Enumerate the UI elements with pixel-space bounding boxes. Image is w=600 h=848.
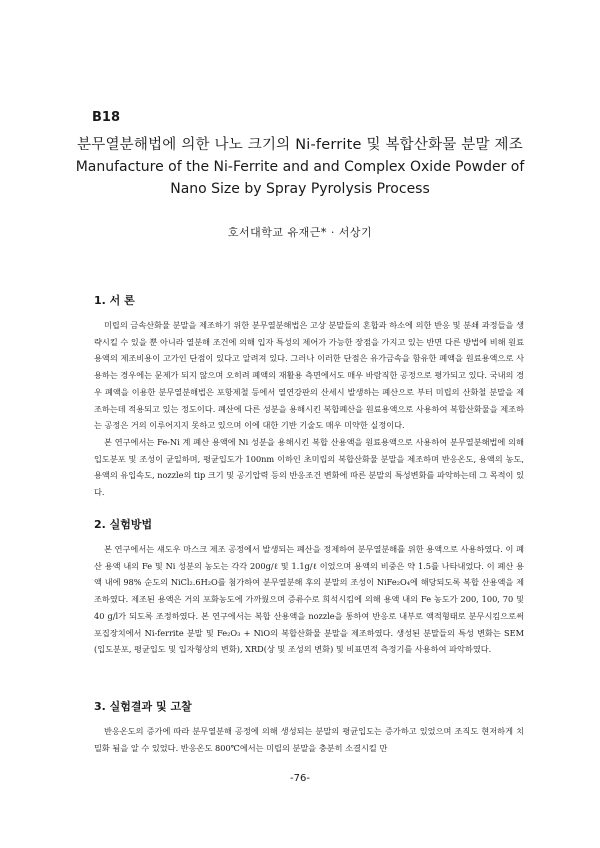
paragraph: 본 연구에서는 Fe-Ni 계 폐산 용액에 Ni 성분을 용해시킨 복합 산용액을 원료용액으로 사용하여 분무열분해법에 의해 입도분포 및 조성이 균일하며, 평균입도가 100nm 이하인 초미립의 복합산화물 분말을 제조하며 반응온도, 용액의 농도, 용액의 유입속도, nozzle의 tip 크기 및 공기압력 등의 반응조건 변화에 따른 분말의 특성변화를 파악하는데 그 목적이 있다. xyxy=(94,436,524,498)
paragraph: 반응온도의 증가에 따라 분무열분해 공정에 의해 생성되는 분말의 평균입도는 증가하고 있었으며 조직도 현저하게 치밀화 됨을 알 수 있었다. 반응온도 800℃에서는 미립의 분말을 충분히 소결시킬 만 xyxy=(94,726,524,753)
section-results xyxy=(94,698,524,756)
title-english-line-2: Nano Size by Spray Pyrolysis Process xyxy=(170,181,430,197)
title-korean: 분무열분해법에 의한 나노 크기의 Ni-ferrite 및 복합산화물 분말 제조 xyxy=(77,137,523,153)
title-english xyxy=(0,156,600,200)
section-heading: 1. 서 론 xyxy=(94,294,135,307)
section-heading: 3. 실험결과 및 고찰 xyxy=(94,700,192,713)
paragraph: 본 연구에서는 섀도우 마스크 제조 공정에서 발생되는 폐산을 정제하여 분무열분해를 위한 용액으로 사용하였다. 이 폐산 용액 내의 Fe 및 Ni 성분의 농도는 각각 200g/ℓ 및 1.1g/ℓ 이었으며 용액의 비중은 약 1.5를 나타내었다. 이 폐산 용액 내에 98% 순도의 NiCl₂.6H₂O를 첨가하여 분무열분해 후의 분말의 조성이 NiFe₂O₄에 해당되도록 복합 산용액을 제조하였다. 제조된 용액은 거의 포화농도에 가까웠으며 증류수로 희석시킴에 의해 용액 내의 Fe 농도가 200, 100, 70 및 40 g/l가 되도록 조정하였다. 본 연구에서는 복합 산용액을 nozzle을 통하여 반응로 내부로 액적형태로 분무시킴으로써 포집장치에서 Ni-ferrite 분말 및 Fe₂O₃ + NiO의 복합산화물 분말을 제조하였다. 생성된 분말들의 특성 변화는 SEM (입도분포, 평균입도 및 입자형상의 변화), XRD(상 및 조성의 변화) 및 비표면적 측정기를 사용하여 파악하였다. xyxy=(94,544,524,655)
paragraph: 미립의 금속산화물 분말을 제조하기 위한 분무열분해법은 고상 분말들의 혼합과 하소에 의한 반응 및 분쇄 과정들을 생략시킬 수 있을 뿐 아니라 열분해 조건에 의해 입자 특성의 제어가 가능한 장점을 가지고 있는 반면 다른 방법에 비해 원료용액의 제조비용이 고가인 단점이 있다고 알려져 있다. 그러나 이러한 단점은 유가금속을 함유한 폐액을 원료용액으로 사용하는 경우에는 문제가 되지 않으며 오히려 폐액의 재활용 측면에서도 매우 바람직한 공정으로 평가되고 있다. 국내의 경우 폐액을 이용한 분무열분해법은 포항제철 등에서 열연강판의 산세시 발생하는 폐산으로 부터 미립의 산화철 분말을 제조하는데 적용되고 있는 정도이다. 폐산에 다른 성분을 용해시킨 복합폐산을 원료용액으로 사용하여 복합산화물을 제조하는 공정은 거의 이루어지지 못하고 있으며 이에 대한 기반 기술도 매우 미약한 실정이다. xyxy=(94,320,524,431)
section-heading: 2. 실험방법 xyxy=(94,518,153,531)
page-number: -76- xyxy=(290,773,310,784)
title-english-line-1: Manufacture of the Ni-Ferrite and and Complex Oxide Powder of xyxy=(75,159,525,175)
authors: 호서대학교 유재근* · 서상기 xyxy=(227,226,373,239)
section-methods xyxy=(94,516,524,658)
section-introduction xyxy=(94,292,524,501)
paper-code: B18 xyxy=(92,110,120,125)
